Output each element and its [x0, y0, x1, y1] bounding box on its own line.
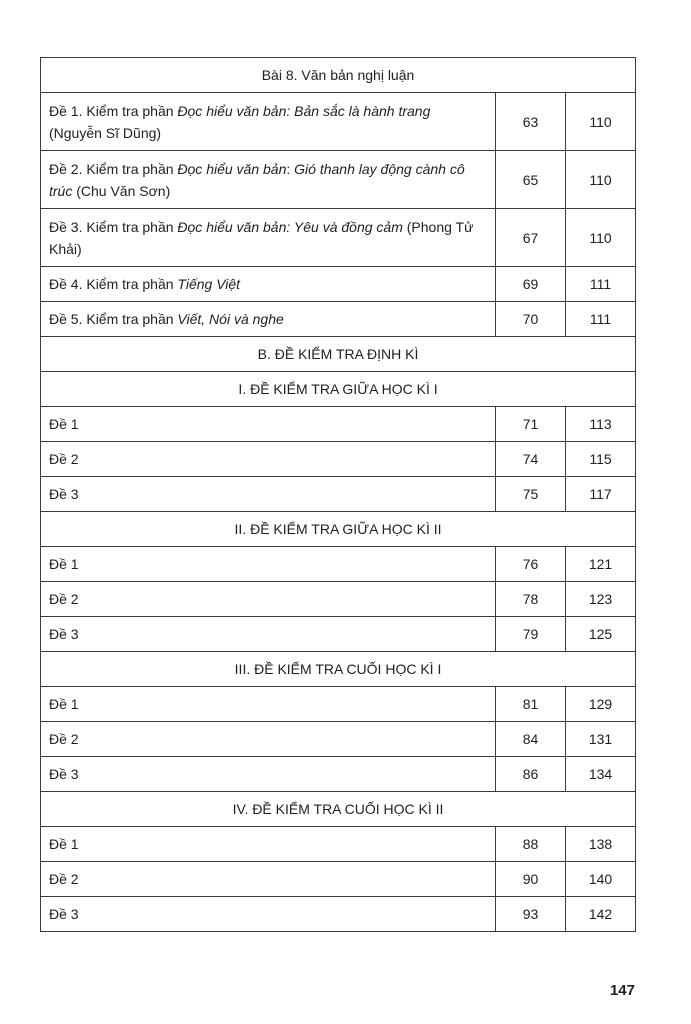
section-heading: I. ĐỀ KIỂM TRA GIỮA HỌC KÌ I — [41, 372, 636, 407]
toc-entry-title — [41, 897, 496, 932]
title-italic-segment: Đọc hiểu văn bản: Yêu và đồng cảm — [177, 218, 403, 235]
toc-entry-title — [41, 757, 496, 792]
toc-entry-row — [41, 722, 636, 757]
toc-body — [41, 58, 636, 932]
section-heading-row — [41, 372, 636, 407]
toc-entry-title — [41, 582, 496, 617]
page-answer: 129 — [566, 687, 636, 722]
page-answer: 113 — [566, 407, 636, 442]
page-answer: 123 — [566, 582, 636, 617]
page-question: 79 — [496, 617, 566, 652]
toc-entry-row — [41, 302, 636, 337]
page-answer: 110 — [566, 93, 636, 151]
section-heading-row — [41, 792, 636, 827]
page-answer: 115 — [566, 442, 636, 477]
section-heading: B. ĐỀ KIỂM TRA ĐỊNH KÌ — [41, 337, 636, 372]
toc-entry-row — [41, 477, 636, 512]
toc-entry-title — [41, 477, 496, 512]
section-heading-row — [41, 58, 636, 93]
title-segment: (Chu Văn Sơn) — [72, 182, 171, 199]
title-segment: Đề 2. Kiểm tra phần — [49, 160, 178, 177]
page-question: 86 — [496, 757, 566, 792]
toc-entry-row — [41, 687, 636, 722]
title-italic-segment: Đọc hiểu văn bản — [177, 160, 287, 177]
title-segment: Đề 1. Kiểm tra phần — [49, 102, 178, 119]
toc-entry-title — [41, 267, 496, 302]
toc-entry-title — [41, 93, 496, 151]
title-italic-segment: Viết, Nói và nghe — [177, 311, 284, 327]
title-segment: Đề 1 — [49, 416, 79, 432]
page-question: 75 — [496, 477, 566, 512]
section-heading: Bài 8. Văn bản nghị luận — [41, 58, 636, 93]
toc-entry-title — [41, 302, 496, 337]
toc-entry-title — [41, 442, 496, 477]
toc-entry-row — [41, 862, 636, 897]
page-answer: 125 — [566, 617, 636, 652]
page-answer: 142 — [566, 897, 636, 932]
page-answer: 110 — [566, 209, 636, 267]
title-segment: (Nguyễn Sĩ Dũng) — [49, 124, 162, 141]
toc-entry-row — [41, 407, 636, 442]
toc-entry-title — [41, 687, 496, 722]
title-segment: Đề 2 — [49, 871, 79, 887]
title-segment: Đề 4. Kiểm tra phần — [49, 276, 178, 292]
section-heading: IV. ĐỀ KIỂM TRA CUỐI HỌC KÌ II — [41, 792, 636, 827]
toc-entry-title — [41, 407, 496, 442]
section-heading: III. ĐỀ KIỂM TRA CUỐI HỌC KÌ I — [41, 652, 636, 687]
toc-entry-row — [41, 442, 636, 477]
section-heading-row — [41, 512, 636, 547]
title-segment: Đề 1 — [49, 836, 79, 852]
title-segment: Đề 2 — [49, 451, 79, 467]
page-answer: 121 — [566, 547, 636, 582]
title-segment: Đề 1 — [49, 696, 79, 712]
title-segment: Đề 2 — [49, 731, 79, 747]
page-answer: 110 — [566, 151, 636, 209]
title-segment: Đề 3 — [49, 486, 79, 502]
toc-entry-title — [41, 862, 496, 897]
section-heading-row — [41, 337, 636, 372]
title-italic-segment: Tiếng Việt — [177, 276, 241, 292]
toc-entry-title — [41, 151, 496, 209]
toc-entry-title — [41, 617, 496, 652]
toc-entry-row — [41, 757, 636, 792]
page-question: 81 — [496, 687, 566, 722]
title-segment: Đề 3. Kiểm tra phần — [49, 218, 178, 235]
toc-entry-row — [41, 93, 636, 151]
page-answer: 111 — [566, 302, 636, 337]
section-heading-row — [41, 652, 636, 687]
title-italic-segment: Đọc hiểu văn bản: Bản sắc là hành trang — [177, 102, 431, 119]
page-number: 147 — [609, 982, 635, 999]
title-segment: Đề 5. Kiểm tra phần — [49, 311, 178, 327]
toc-entry-row — [41, 617, 636, 652]
title-segment: (Phong Tử Khải) — [49, 218, 474, 257]
page-answer: 138 — [566, 827, 636, 862]
page-answer: 117 — [566, 477, 636, 512]
section-heading: II. ĐỀ KIỂM TRA GIỮA HỌC KÌ II — [41, 512, 636, 547]
toc-entry-title — [41, 722, 496, 757]
toc-entry-row — [41, 547, 636, 582]
toc-entry-row — [41, 827, 636, 862]
title-italic-segment: Gió thanh lay động cành cô trúc — [49, 160, 465, 199]
table-of-contents — [40, 57, 636, 932]
page-question: 65 — [496, 151, 566, 209]
page-question: 70 — [496, 302, 566, 337]
page-question: 67 — [496, 209, 566, 267]
page-question: 93 — [496, 897, 566, 932]
page-question: 69 — [496, 267, 566, 302]
toc-entry-row — [41, 267, 636, 302]
title-segment: Đề 3 — [49, 906, 79, 922]
toc-entry-row — [41, 209, 636, 267]
title-segment: Đề 1 — [49, 556, 79, 572]
page-question: 90 — [496, 862, 566, 897]
page-answer: 140 — [566, 862, 636, 897]
title-segment: Đề 2 — [49, 591, 79, 607]
page-question: 76 — [496, 547, 566, 582]
page-question: 78 — [496, 582, 566, 617]
page-question: 71 — [496, 407, 566, 442]
page-question: 88 — [496, 827, 566, 862]
toc-entry-row — [41, 151, 636, 209]
title-segment: Đề 3 — [49, 626, 79, 642]
toc-entry-row — [41, 582, 636, 617]
toc-entry-row — [41, 897, 636, 932]
page-answer: 134 — [566, 757, 636, 792]
page-question: 74 — [496, 442, 566, 477]
page-answer: 111 — [566, 267, 636, 302]
title-segment: Đề 3 — [49, 766, 79, 782]
page-question: 63 — [496, 93, 566, 151]
toc-entry-title — [41, 827, 496, 862]
toc-entry-title — [41, 547, 496, 582]
page-answer: 131 — [566, 722, 636, 757]
page-question: 84 — [496, 722, 566, 757]
title-segment: : — [286, 160, 295, 177]
toc-entry-title — [41, 209, 496, 267]
